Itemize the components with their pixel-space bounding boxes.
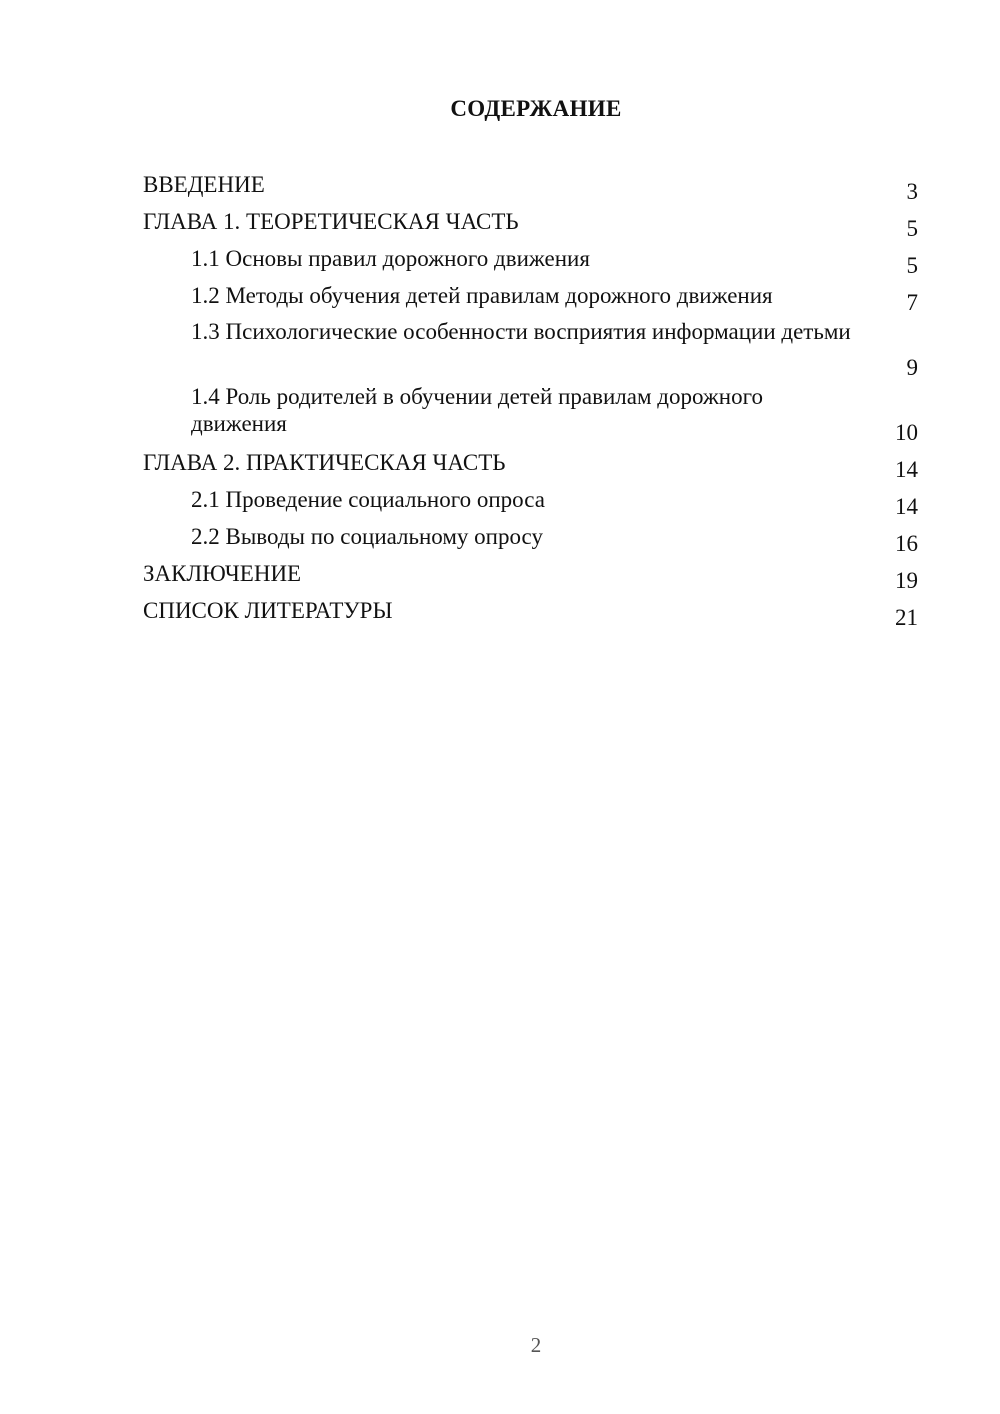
toc-entry-page: 3 [906,179,918,204]
toc-entry-label: ВВЕДЕНИЕ [143,172,265,197]
toc-entry-section-2-2[interactable] [143,520,918,557]
toc-entry-section-1-3[interactable] [143,316,918,381]
toc-entry-page: 14 [895,457,918,482]
toc-entry-references[interactable] [143,594,918,631]
toc-entry-label: СПИСОК ЛИТЕРАТУРЫ [143,598,393,623]
page-number: 2 [530,1333,542,1357]
toc-entry-section-1-1[interactable] [143,242,918,279]
page-title: СОДЕРЖАНИЕ [450,96,622,121]
toc-entry-page: 7 [906,290,918,315]
toc-entry-conclusion[interactable] [143,557,918,594]
toc-entry-label: 1.4 Роль родителей в обучении детей правилам дорожного движения [191,384,763,436]
toc-entry-page: 19 [895,568,918,593]
toc-entry-label: 2.2 Выводы по социальному опросу [191,524,543,549]
toc-entry-chapter-1[interactable] [143,205,918,242]
toc-entry-page: 9 [906,355,918,380]
toc-entry-label: ГЛАВА 1. ТЕОРЕТИЧЕСКАЯ ЧАСТЬ [143,209,519,234]
toc-entry-label: ЗАКЛЮЧЕНИЕ [143,561,302,586]
toc-entry-section-1-2[interactable] [143,279,918,316]
toc-entry-page: 5 [906,253,918,278]
toc-entry-label: 1.1 Основы правил дорожного движения [191,246,590,271]
toc-entry-introduction[interactable] [143,168,918,205]
toc-entry-page: 14 [895,494,918,519]
toc-entry-page: 10 [895,420,918,445]
table-of-contents [143,168,918,631]
toc-entry-label: 2.1 Проведение социального опроса [191,487,545,512]
toc-entry-section-2-1[interactable] [143,483,918,520]
toc-entry-label: ГЛАВА 2. ПРАКТИЧЕСКАЯ ЧАСТЬ [143,450,506,475]
toc-entry-section-1-4[interactable] [143,381,918,446]
toc-entry-label: 1.2 Методы обучения детей правилам дорожного движения [191,283,773,308]
toc-entry-chapter-2[interactable] [143,446,918,483]
toc-entry-label: 1.3 Психологические особенности восприятия информации детьми [191,319,851,344]
toc-entry-page: 16 [895,531,918,556]
toc-entry-page: 21 [895,605,918,630]
toc-entry-page: 5 [906,216,918,241]
